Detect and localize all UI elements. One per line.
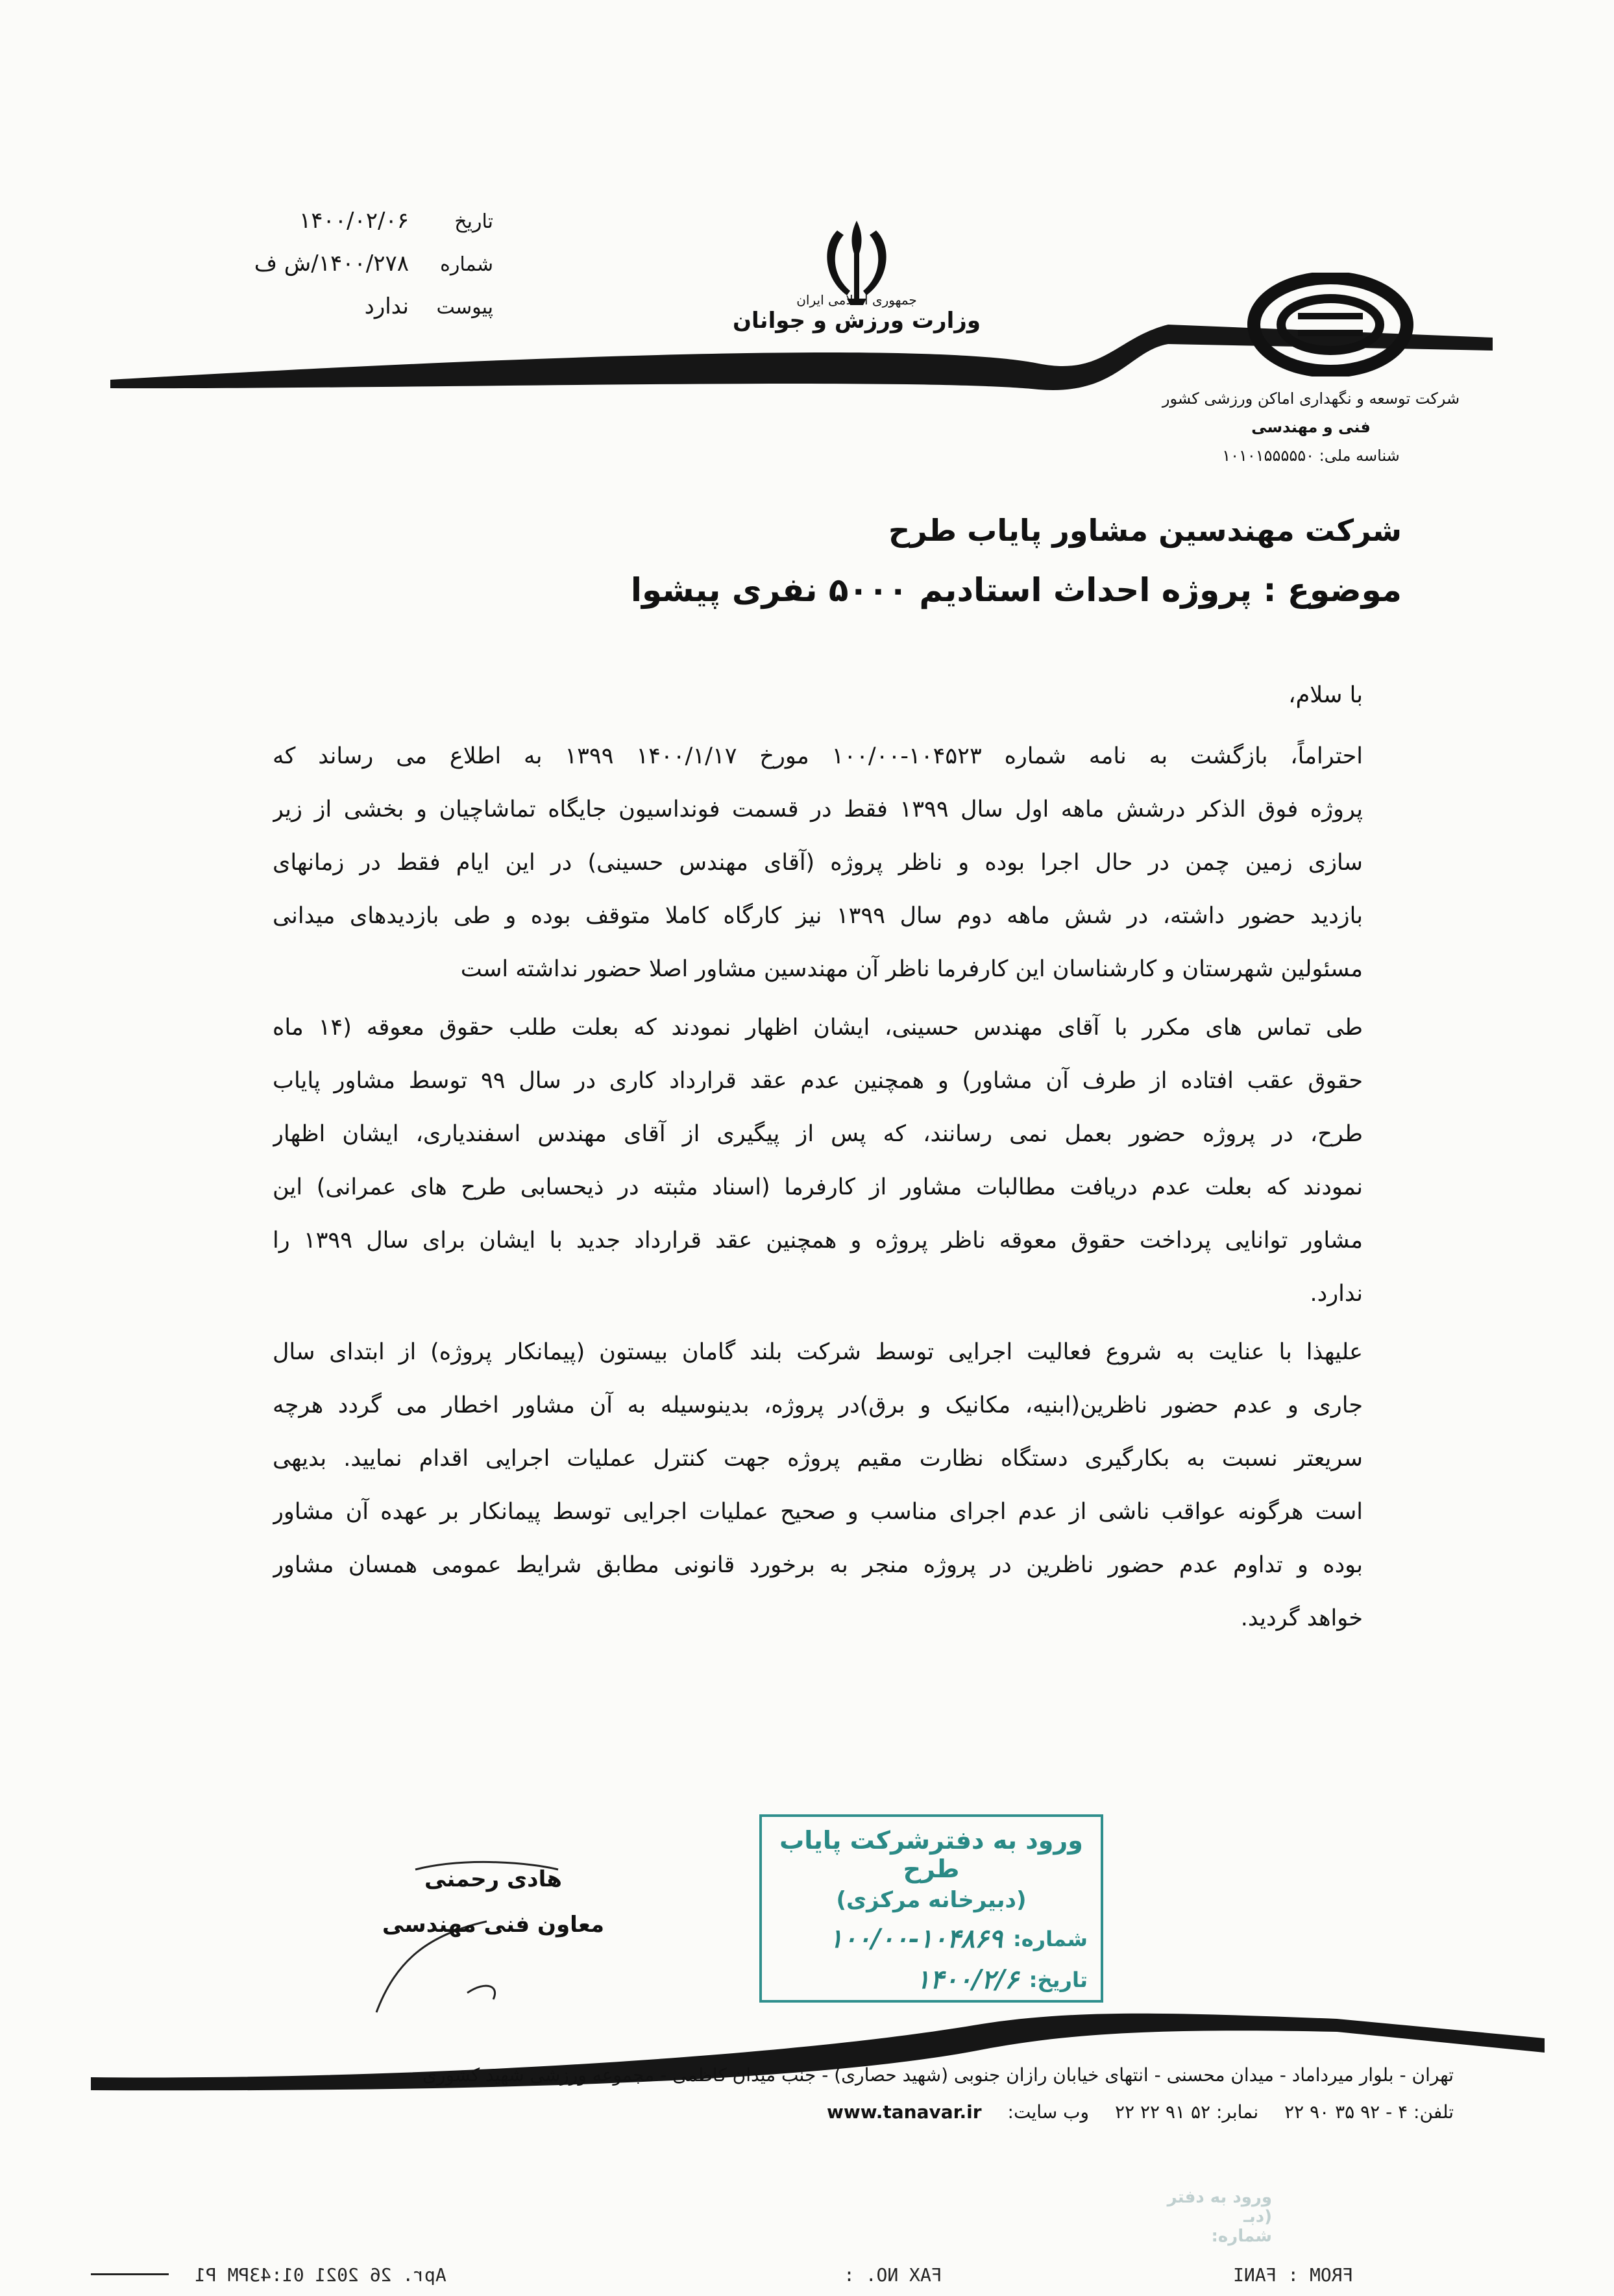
- paragraph-1: [273, 730, 1363, 996]
- ministry-block: [720, 292, 993, 334]
- fax-from: FROM : FANI: [1233, 2264, 1354, 2286]
- body-line: مسئولین شهرستان و کارشناسان این کارفرما ناظر آن مهندسین مشاور اصلا حضور نداشته است: [460, 956, 1363, 982]
- footer-contact: [247, 2101, 1454, 2123]
- attachment-value: ندارد: [364, 293, 409, 319]
- faint-stamp-line: ورود به دفتر: [1167, 2188, 1272, 2207]
- signatory-title: معاون فنی مهندسی: [382, 1912, 605, 1938]
- body-line: ندارد.: [1310, 1281, 1363, 1307]
- signatory-name: هادی رحمنی: [424, 1866, 562, 1892]
- org-national-id: شناسه ملی: ۱۰۱۰۱۵۵۵۵۵۰: [1222, 447, 1400, 465]
- footer-fax: نمابر: ۵۲ ۹۱ ۲۲ ۲۲: [1115, 2101, 1259, 2123]
- stamp-date-value: ۱۴۰۰/۲/۶: [916, 1964, 1019, 1995]
- letter-meta: [208, 208, 493, 336]
- body-line: نمودند که بعلت عدم دریافت مطالبات مشاور از کارفرما (اسناد مثبته در ذیحسابی طرح های عمرانی) این: [273, 1174, 1363, 1200]
- faint-stamp-line: شماره:: [1211, 2227, 1272, 2246]
- body-line: مشاور توانایی پرداخت حقوق معوقه ناظر پروژه و همچنین عقد قرارداد جدید با ایشان برای سال ۱۳۹۹ را: [273, 1228, 1363, 1253]
- body-line: علیهذا با عنایت به شروع فعالیت اجرایی توسط شرکت بلند گامان بیستون (پیمانکار پروژه) از ابتدای سال: [273, 1339, 1363, 1365]
- date-row: [208, 208, 493, 251]
- fax-number: FAX NO. :: [844, 2264, 942, 2286]
- stamp-date-label: تاریخ:: [1029, 1967, 1088, 1992]
- footer-web-label: وب سایت:: [1007, 2101, 1090, 2123]
- letter-greeting: با سلام،: [1288, 682, 1363, 708]
- letter-addressee: شرکت مهندسین مشاور پایاب طرح: [888, 513, 1402, 548]
- letter-footer: [247, 2064, 1454, 2123]
- receipt-stamp: [759, 1814, 1103, 2003]
- paragraph-3: [273, 1326, 1363, 1645]
- body-line: جاری و عدم حضور ناظرین(ابنیه، مکانیک و برق)در پروژه، بدینوسیله به آن مشاور اخطار می گردد هرچه: [273, 1392, 1363, 1418]
- organization-name-block: [1142, 384, 1480, 470]
- attachment-row: [208, 293, 493, 336]
- date-label: تاریخ: [454, 210, 493, 233]
- number-row: [208, 251, 493, 293]
- body-line: خواهد گردید.: [1240, 1605, 1363, 1631]
- number-value: ۱۴۰۰/۲۷۸/ش ف: [254, 251, 409, 277]
- number-label: شماره: [440, 253, 493, 276]
- body-line: سازی زمین چمن در حال اجرا بوده و ناظر پروژه (آقای مهندس حسینی) در این ایام فقط در زمانهای: [273, 850, 1363, 876]
- body-line: پروژه فوق الذکر درشش ماهه اول سال ۱۳۹۹ فقط در قسمت فونداسیون جایگاه تماشاچیان و بخشی از زیر: [273, 796, 1363, 822]
- faint-stamp-line: (دبـ: [1243, 2207, 1272, 2227]
- fax-time: Apr. 26 2021 01:43PM P1: [195, 2264, 446, 2286]
- stamp-date-row: [775, 1964, 1088, 1995]
- stamp-number-row: [775, 1923, 1088, 1954]
- stamp-number-label: شماره:: [1012, 1926, 1088, 1951]
- stamp-title: ورود به دفترشرکت پایاب طرح: [779, 1826, 1083, 1883]
- date-value: ۱۴۰۰/۰۲/۰۶: [299, 208, 409, 234]
- fax-rule: [91, 2273, 169, 2280]
- body-line: حقوق عقب افتاده از طرف آن مشاور) و همچنین عدم عقد قرارداد کاری در سال ۹۹ توسط مشاور پایاب: [273, 1068, 1363, 1094]
- body-line: است هرگونه عواقب ناشی از عدم اجرای مناسب و صحیح عملیات اجرایی توسط پیمانکار بر عهده آن مشاور: [273, 1499, 1363, 1525]
- org-name: شرکت توسعه و نگهداری اماکن ورزشی کشور: [1162, 389, 1460, 408]
- organization-logo-icon: [1246, 273, 1415, 376]
- ministry-country: جمهوری اسلامی ایران: [796, 292, 917, 308]
- paragraph-2: [273, 1001, 1363, 1320]
- body-line: طی تماس های مکرر با آقای مهندس حسینی، ایشان اظهار نمودند که بعلت طلب حقوق معوقه (۱۴ ماه: [273, 1015, 1363, 1041]
- stamp-subtitle: (دبیرخانه مرکزی): [836, 1887, 1027, 1913]
- org-department: فنی و مهندسی: [1251, 418, 1371, 436]
- letter-body: [273, 669, 1363, 1645]
- body-line: طرح، در پروژه حضور بعمل نمی رسانند، که پس از پیگیری از آقای مهندس اسفندیاری، ایشان اظهار: [273, 1121, 1363, 1147]
- body-line: بوده و تداوم عدم حضور ناظرین در پروژه منجر به برخورد قانونی مطابق شرایط عمومی همسان مشاور: [273, 1552, 1363, 1578]
- footer-address: تهران - بلوار میرداماد - میدان محسنی - انتهای خیابان رازان جنوبی (شهید حصاری) - جنب میدان کاظمی - مجموعه ورزشی شهید کشوری: [422, 2064, 1454, 2086]
- stamp-number-value: ۱۰۰/۰۰-۱۰۴۸۶۹: [829, 1923, 1003, 1954]
- body-line: بازدید حضور داشته، در شش ماهه دوم سال ۱۳۹۹ نیز کارگاه کاملا متوقف بوده و طی بازدیدهای میدانی: [273, 903, 1363, 929]
- letter-subject: موضوع : پروژه احداث استادیم ۵۰۰۰ نفری پیشوا: [630, 571, 1402, 609]
- body-line: سریعتر نسبت به بکارگیری دستگاه نظارت مقیم پروژه جهت کنترل عملیات اجرایی اقدام نمایید. بدیهی: [273, 1446, 1363, 1472]
- fax-header-strip: [195, 2264, 1428, 2290]
- attachment-label: پیوست: [436, 296, 493, 319]
- footer-phone: تلفن: ۴ - ۹۲ ۳۵ ۹۰ ۲۲: [1284, 2101, 1454, 2123]
- body-line: احتراماً، بازگشت به نامه شماره ۱۰۴۵۲۳-۱۰۰/۰۰ مورخ ۱۴۰۰/۱/۱۷ ۱۳۹۹ به اطلاع می رساند که: [273, 743, 1363, 769]
- footer-website: www.tanavar.ir: [826, 2101, 982, 2123]
- ministry-name: وزارت ورزش و جوانان: [733, 308, 981, 334]
- signature-block: [363, 1857, 623, 1947]
